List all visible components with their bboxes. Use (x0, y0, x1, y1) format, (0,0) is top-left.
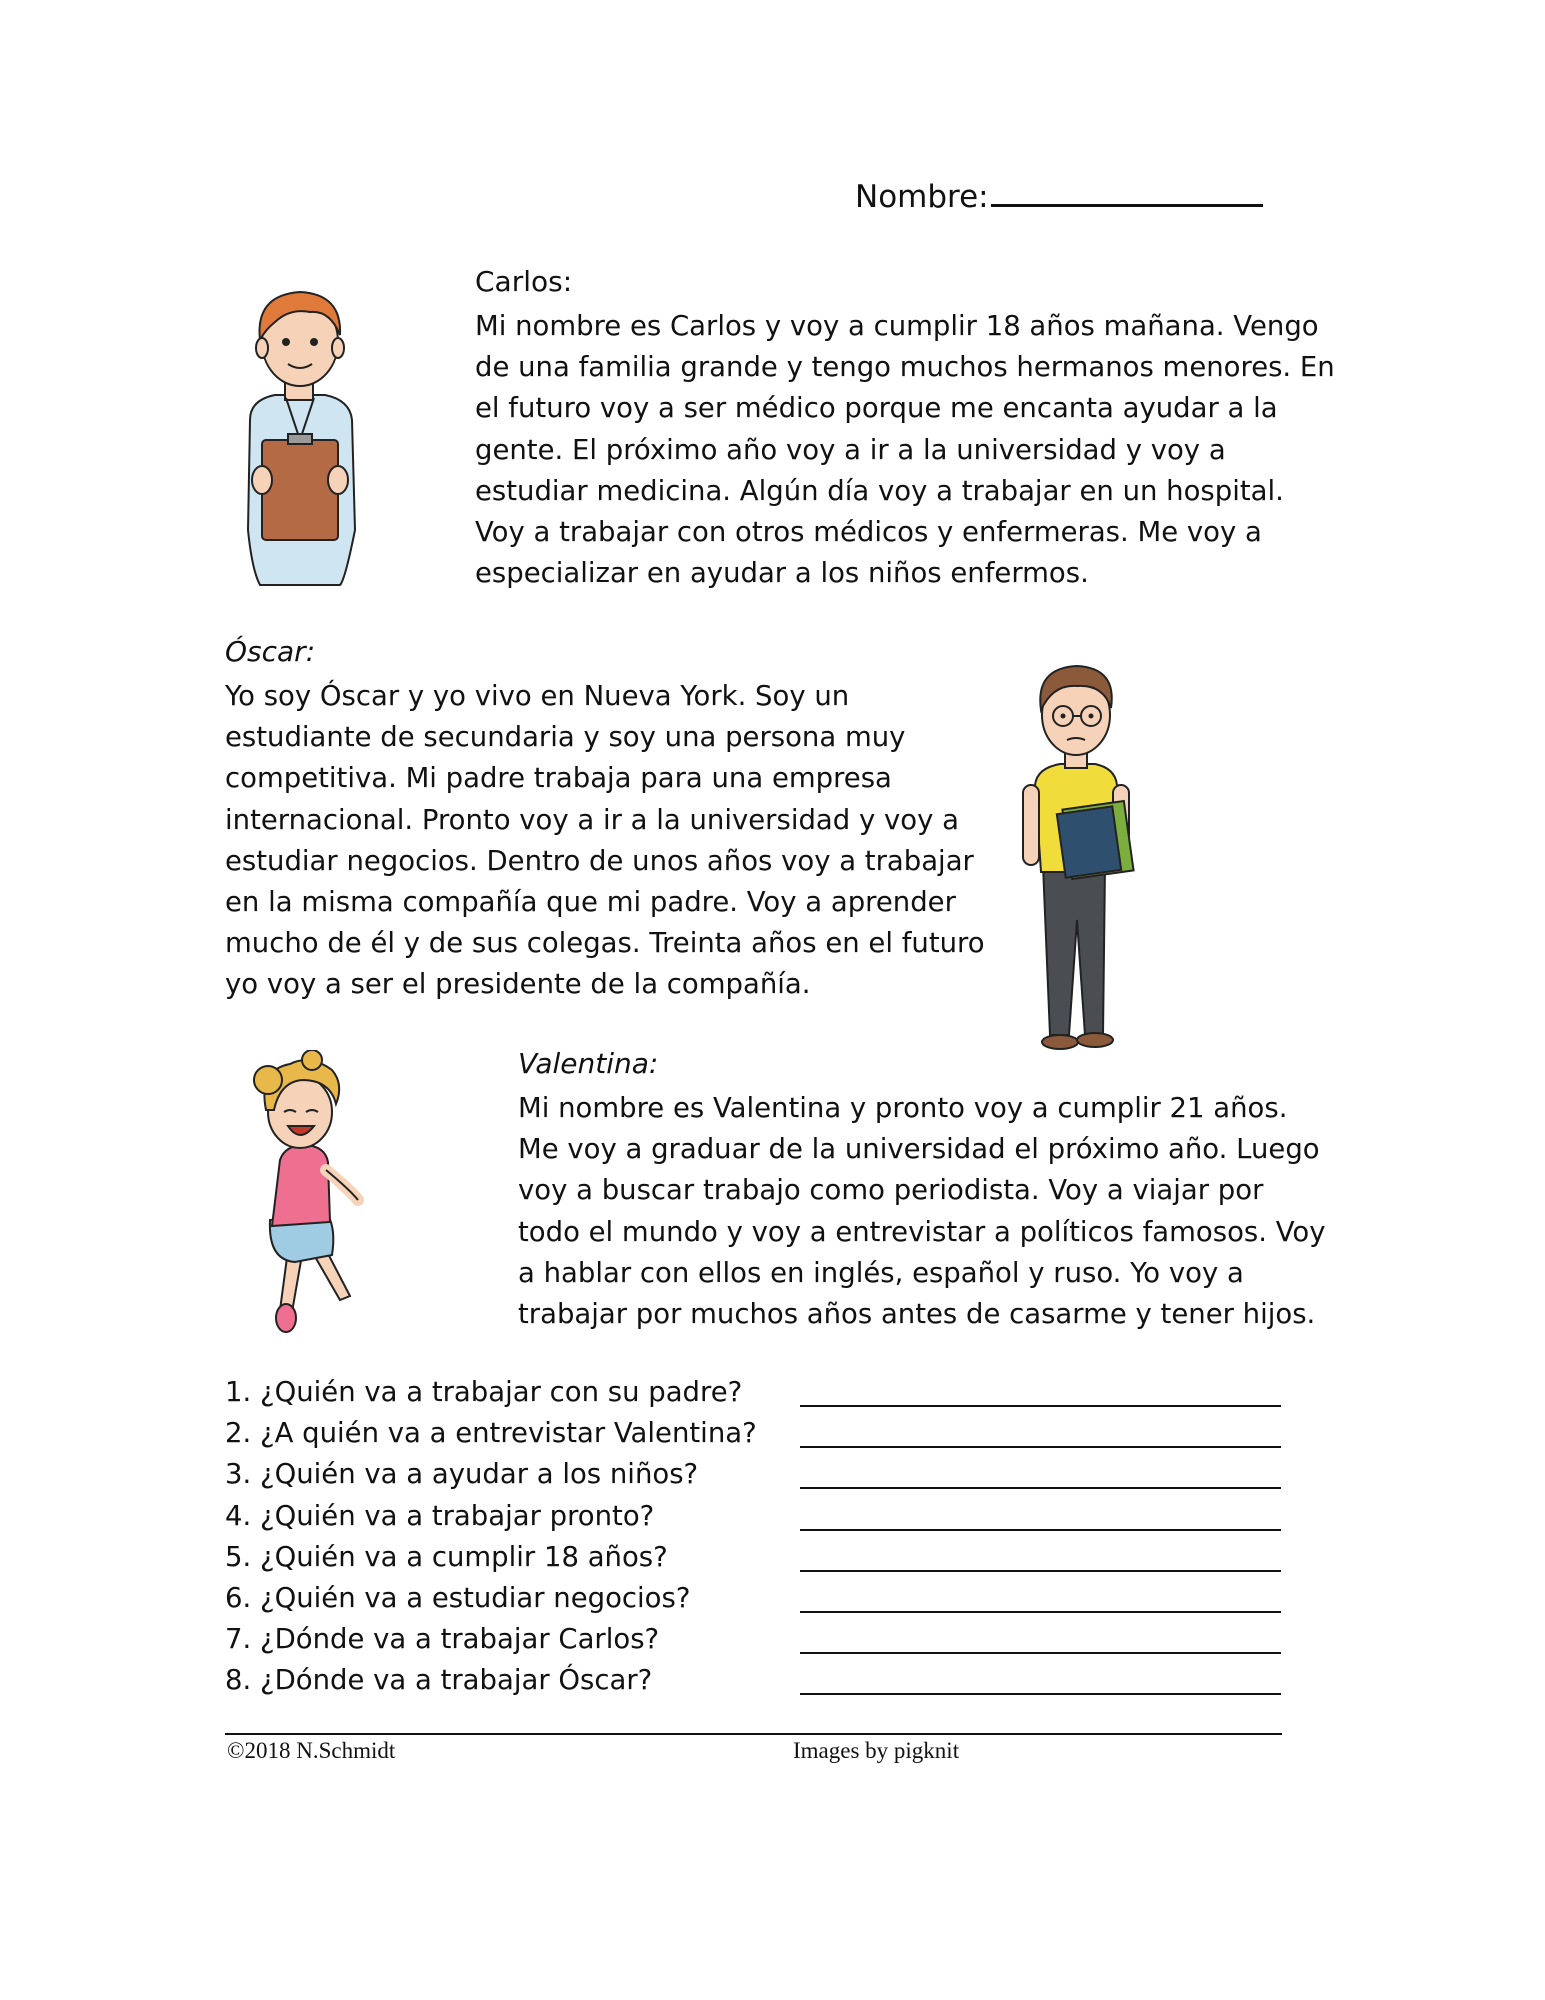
question-row (225, 1578, 1285, 1619)
question-row (225, 1619, 1285, 1660)
copyright-text: ©2018 N.Schmidt (227, 1738, 396, 1763)
answer-line[interactable] (800, 1693, 1281, 1695)
oscar-section (225, 634, 1025, 1006)
valentina-line: a hablar con ellos en inglés, español y ruso. Yo voy a (518, 1256, 1244, 1289)
question-row (225, 1454, 1285, 1495)
valentina-line: voy a buscar trabajo como periodista. Voy a viajar por (518, 1174, 1264, 1207)
question-row (225, 1496, 1285, 1537)
oscar-line: estudiante de secundaria y soy una persona muy (225, 721, 906, 754)
oscar-line: mucho de él y de sus colegas. Treinta años en el futuro (225, 927, 985, 960)
valentina-illustration (240, 1050, 380, 1340)
question-text: 4. ¿Quién va a trabajar pronto? (225, 1499, 655, 1532)
answer-line[interactable] (800, 1611, 1281, 1613)
answer-line[interactable] (800, 1570, 1281, 1572)
carlos-line: especializar en ayudar a los niños enfermos. (475, 557, 1089, 590)
question-text: 1. ¿Quién va a trabajar con su padre? (225, 1376, 743, 1408)
valentina-line: Me voy a graduar de la universidad el próximo año. Luego (518, 1133, 1320, 1166)
oscar-title: Óscar: (225, 635, 316, 668)
oscar-line: estudiar negocios. Dentro de unos años voy a trabajar (225, 844, 974, 877)
valentina-line: Mi nombre es Valentina y pronto voy a cumplir 21 años. (518, 1092, 1288, 1124)
carlos-line: Voy a trabajar con otros médicos y enfermeras. Me voy a (475, 516, 1262, 549)
valentina-line: todo el mundo y voy a entrevistar a políticos famosos. Voy (518, 1215, 1326, 1248)
answer-line[interactable] (800, 1487, 1281, 1489)
valentina-title: Valentina: (518, 1047, 659, 1080)
carlos-title: Carlos: (475, 265, 573, 298)
question-text: 8. ¿Dónde va a trabajar Óscar? (225, 1664, 653, 1697)
footer-divider (225, 1733, 1282, 1735)
carlos-line: de una familia grande y tengo muchos hermanos menores. En (475, 351, 1335, 384)
carlos-illustration (230, 280, 370, 590)
answer-line[interactable] (800, 1405, 1281, 1407)
question-text: 2. ¿A quién va a entrevistar Valentina? (225, 1417, 757, 1450)
oscar-line: yo voy a ser el presidente de la compañía. (225, 968, 811, 1001)
question-row (225, 1537, 1285, 1578)
carlos-paragraph (475, 306, 1475, 594)
question-row (225, 1413, 1285, 1454)
image-credit-text: Images by pigknit (793, 1738, 960, 1763)
name-blank-line[interactable] (991, 178, 1263, 207)
oscar-line: competitiva. Mi padre trabaja para una empresa (225, 762, 892, 795)
carlos-line: el futuro voy a ser médico porque me encanta ayudar a la (475, 392, 1278, 425)
oscar-paragraph (225, 676, 1025, 1006)
name-field (855, 178, 1263, 215)
answer-line[interactable] (800, 1529, 1281, 1531)
question-text: 5. ¿Quién va a cumplir 18 años? (225, 1540, 668, 1573)
carlos-section (475, 264, 1475, 594)
answer-line[interactable] (800, 1446, 1281, 1448)
oscar-line: Yo soy Óscar y yo vivo en Nueva York. Soy un (225, 680, 850, 712)
carlos-line: estudiar medicina. Algún día voy a trabajar en un hospital. (475, 474, 1284, 507)
oscar-line: internacional. Pronto voy a ir a la universidad y voy a (225, 803, 959, 836)
question-list (225, 1372, 1285, 1702)
question-row (225, 1660, 1285, 1701)
valentina-paragraph (518, 1088, 1498, 1335)
valentina-line: trabajar por muchos años antes de casarme y tener hijos. (518, 1298, 1316, 1331)
answer-line[interactable] (800, 1652, 1281, 1654)
name-label: Nombre: (855, 179, 989, 215)
oscar-illustration (1005, 660, 1145, 1060)
question-text: 6. ¿Quién va a estudiar negocios? (225, 1581, 691, 1614)
question-row (225, 1372, 1285, 1413)
carlos-line: gente. El próximo año voy a ir a la universidad y voy a (475, 433, 1226, 466)
carlos-line: Mi nombre es Carlos y voy a cumplir 18 años mañana. Vengo (475, 310, 1319, 342)
question-text: 3. ¿Quién va a ayudar a los niños? (225, 1458, 699, 1491)
valentina-section (518, 1046, 1498, 1335)
question-text: 7. ¿Dónde va a trabajar Carlos? (225, 1623, 660, 1656)
oscar-line: en la misma compañía que mi padre. Voy a aprender (225, 886, 956, 919)
